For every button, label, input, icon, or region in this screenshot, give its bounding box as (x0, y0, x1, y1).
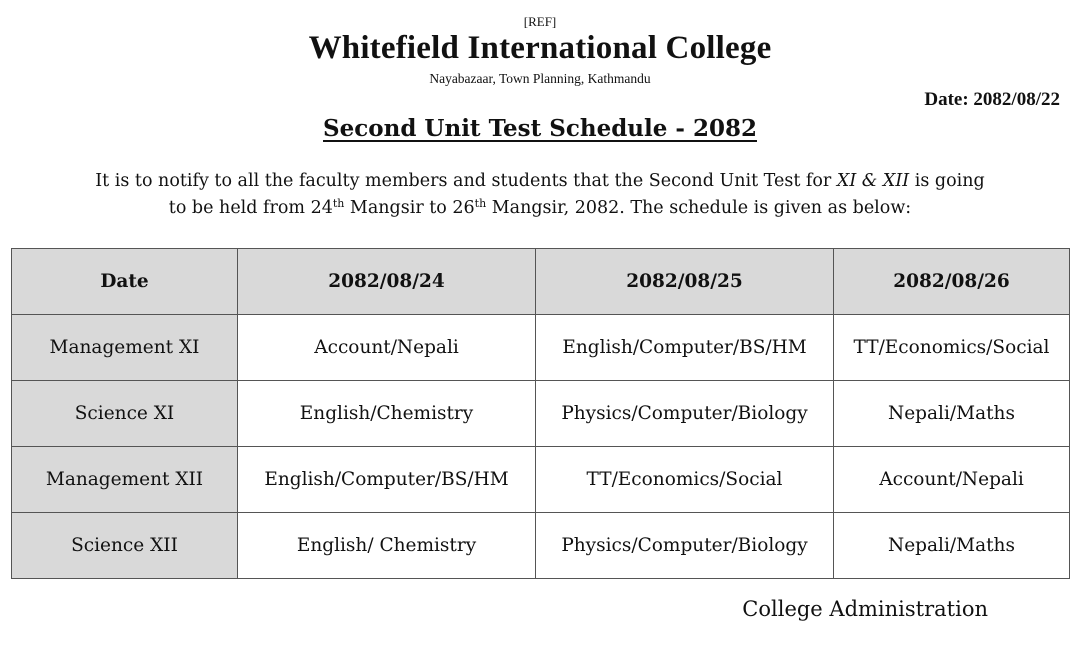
table-cell: Account/Nepali (238, 315, 536, 381)
table-row (12, 447, 1070, 513)
notice-text: It is to notify to all the faculty members and students that the Second Unit Test for (95, 171, 837, 191)
notice-text: Mangsir to 26 (344, 198, 475, 218)
schedule-title-text: Second Unit Test Schedule - 2082 (323, 115, 757, 142)
table-row (12, 381, 1070, 447)
table-cell: Account/Nepali (834, 447, 1070, 513)
table-row (12, 315, 1070, 381)
notice-text: Mangsir, 2082. The schedule is given as below: (486, 198, 912, 218)
row-label: Science XII (12, 513, 238, 579)
table-cell: Physics/Computer/Biology (536, 381, 834, 447)
column-header-day2: 2082/08/25 (536, 249, 834, 315)
college-address: Nayabazaar, Town Planning, Kathmandu (429, 71, 651, 86)
notice-date: Date: 2082/08/22 (924, 89, 1060, 110)
schedule-title (0, 115, 1080, 142)
ordinal-suffix: th (474, 197, 487, 210)
table-row (12, 513, 1070, 579)
row-label: Management XI (12, 315, 238, 381)
table-cell: English/Chemistry (238, 381, 536, 447)
table-cell: Nepali/Maths (834, 381, 1070, 447)
table-cell: English/Computer/BS/HM (238, 447, 536, 513)
row-label: Management XII (12, 447, 238, 513)
schedule-table (11, 248, 1070, 579)
row-label: Science XI (12, 381, 238, 447)
notice-text: to be held from 24 (168, 198, 333, 218)
college-name: Whitefield International College (308, 30, 772, 66)
table-cell: Nepali/Maths (834, 513, 1070, 579)
column-header-date: Date (12, 249, 238, 315)
column-header-day1: 2082/08/24 (238, 249, 536, 315)
reference-label: [REF] (523, 14, 557, 29)
table-cell: TT/Economics/Social (536, 447, 834, 513)
notice-classes: XI & XII (836, 171, 910, 191)
signature: College Administration (742, 597, 988, 621)
table-cell: Physics/Computer/Biology (536, 513, 834, 579)
table-header-row (12, 249, 1070, 315)
notice-paragraph (40, 168, 1040, 222)
column-header-day3: 2082/08/26 (834, 249, 1070, 315)
table-cell: TT/Economics/Social (834, 315, 1070, 381)
table-cell: English/Computer/BS/HM (536, 315, 834, 381)
notice-text: is going (909, 171, 985, 191)
table-cell: English/ Chemistry (238, 513, 536, 579)
ordinal-suffix: th (332, 197, 345, 210)
